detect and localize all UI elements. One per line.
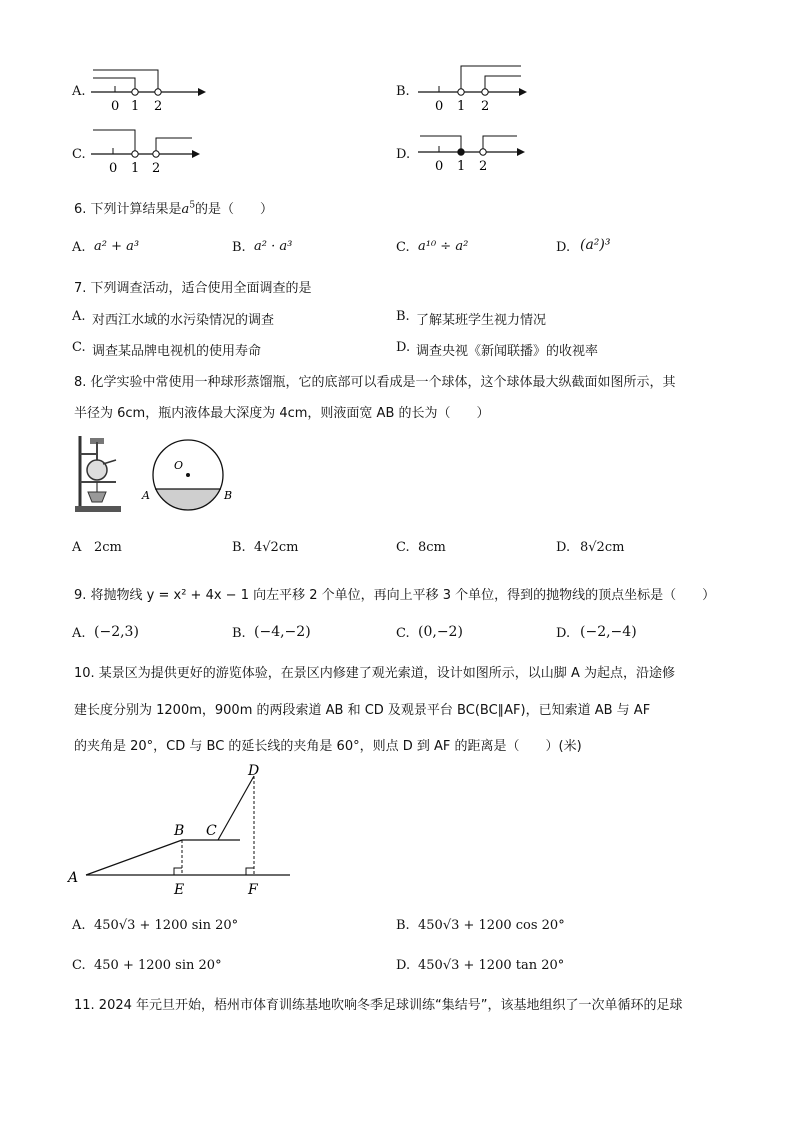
q5-option-d-numberline: [415, 128, 535, 180]
q6-option-a-expr: a² + a³: [94, 239, 140, 254]
tick-0: 0: [435, 99, 444, 114]
q5-option-b-numberline: [415, 62, 535, 116]
q6-option-b-expr: a² · a³: [254, 239, 293, 254]
tick-0: 0: [111, 99, 120, 114]
q10-option-d-expr: 450√3 + 1200 tan 20°: [418, 958, 565, 973]
q10-option-c-expr: 450 + 1200 sin 20°: [94, 958, 222, 973]
q6-stem-var: a: [181, 202, 190, 217]
q6-stem-prefix: 6. 下列计算结果是: [74, 202, 182, 217]
q10-option-b-letter: B.: [396, 918, 410, 933]
label-e: E: [174, 882, 185, 898]
q10-cableway-figure: [66, 758, 306, 900]
q8-option-b-expr: 4√2cm: [254, 540, 299, 555]
q9-stem: 9. 将抛物线 y = x² + 4x − 1 向左平移 2 个单位，再向上平移 3 个单位，得到的抛物线的顶点坐标是（ ）: [74, 588, 716, 603]
q6-option-d-expr: (a²)³: [580, 237, 611, 253]
tick-2: 2: [479, 159, 488, 174]
q8-stem-line-2: 半径为 6cm，瓶内液体最大深度为 4cm，则液面宽 AB 的长为（ ）: [74, 406, 490, 421]
q7-stem: 7. 下列调查活动，适合使用全面调查的是: [74, 281, 312, 296]
q9-option-b-letter: B.: [232, 626, 246, 641]
tick-0: 0: [109, 161, 118, 176]
tick-2: 2: [154, 99, 163, 114]
q5-option-c-letter: C.: [72, 147, 86, 162]
label-a: A: [68, 870, 79, 886]
q7-option-d-letter: D.: [396, 340, 411, 355]
q5-option-b-letter: B.: [396, 84, 410, 99]
q10-stem-line-3: 的夹角是 20°，CD 与 BC 的延长线的夹角是 60°，则点 D 到 AF 的距离是（ ）(米): [74, 739, 582, 754]
q9-option-b-expr: (−4,−2): [254, 624, 311, 640]
q8-option-a-letter: A: [72, 540, 82, 555]
q10-option-c-letter: C.: [72, 958, 86, 973]
label-b: B: [224, 489, 233, 502]
q10-stem-line-2: 建长度分别为 1200m，900m 的两段索道 AB 和 CD 及观景平台 BC(BC∥AF)，已知索道 AB 与 AF: [74, 703, 651, 718]
tick-2: 2: [152, 161, 161, 176]
q8-option-d-expr: 8√2cm: [580, 540, 625, 555]
q10-option-a-letter: A.: [72, 918, 86, 933]
q5-option-c-numberline: [88, 126, 208, 178]
q10-option-a-expr: 450√3 + 1200 sin 20°: [94, 918, 239, 933]
label-c: C: [206, 823, 217, 839]
q7-option-b-letter: B.: [396, 309, 410, 324]
q6-stem-exp: 5: [189, 200, 196, 211]
q6-stem: [74, 198, 273, 217]
tick-1: 1: [457, 159, 466, 174]
tick-0: 0: [435, 159, 444, 174]
q8-option-a-expr: 2cm: [94, 540, 122, 555]
q8-option-c-expr: 8cm: [418, 540, 446, 555]
label-f: F: [248, 882, 258, 898]
label-o: O: [174, 459, 184, 472]
q7-option-b-text: 了解某班学生视力情况: [416, 313, 547, 328]
label-b: B: [174, 823, 185, 839]
q5-option-a-numberline: [88, 64, 208, 116]
tick-1: 1: [457, 99, 466, 114]
q8-option-c-letter: C.: [396, 540, 410, 555]
q10-option-d-letter: D.: [396, 958, 411, 973]
label-d: D: [248, 763, 260, 779]
q5-option-a-letter: A.: [72, 84, 86, 99]
q6-stem-suffix: 的是（ ）: [195, 202, 274, 217]
q8-stem-line-1: 8. 化学实验中常使用一种球形蒸馏瓶，它的底部可以看成是一个球体，这个球体最大纵截面如图所示，其: [74, 375, 676, 390]
q7-option-d-text: 调查央视《新闻联播》的收视率: [416, 344, 599, 359]
distillation-flask-illustration: [72, 432, 128, 516]
q7-option-a-letter: A.: [72, 309, 86, 324]
q6-option-d-letter: D.: [556, 240, 571, 255]
tick-1: 1: [131, 161, 140, 176]
q6-option-c-letter: C.: [396, 240, 410, 255]
q5-option-d-letter: D.: [396, 147, 411, 162]
q6-option-a-letter: A.: [72, 240, 86, 255]
q8-option-b-letter: B.: [232, 540, 246, 555]
q7-option-c-letter: C.: [72, 340, 86, 355]
tick-2: 2: [481, 99, 490, 114]
q7-option-c-text: 调查某品牌电视机的使用寿命: [92, 344, 262, 359]
q9-option-a-letter: A.: [72, 626, 86, 641]
q10-stem-line-1: 10. 某景区为提供更好的游览体验，在景区内修建了观光索道，设计如图所示，以山脚 A 为起点，沿途修: [74, 666, 675, 681]
q10-option-b-expr: 450√3 + 1200 cos 20°: [418, 918, 565, 933]
q6-option-c-expr: a¹⁰ ÷ a²: [418, 239, 469, 254]
tick-1: 1: [131, 99, 140, 114]
q9-option-a-expr: (−2,3): [94, 624, 139, 640]
q8-option-d-letter: D.: [556, 540, 571, 555]
q11-stem-line-1: 11. 2024 年元旦开始，梧州市体育训练基地吹响冬季足球训练“集结号”，该基地组织了一次单循环的足球: [74, 998, 683, 1013]
q9-option-d-expr: (−2,−4): [580, 624, 637, 640]
label-a: A: [142, 489, 150, 502]
q7-option-a-text: 对西江水域的水污染情况的调查: [92, 313, 275, 328]
q8-circle-figure: [140, 430, 236, 520]
q9-option-c-letter: C.: [396, 626, 410, 641]
q6-option-b-letter: B.: [232, 240, 246, 255]
q9-option-d-letter: D.: [556, 626, 571, 641]
q9-option-c-expr: (0,−2): [418, 624, 463, 640]
